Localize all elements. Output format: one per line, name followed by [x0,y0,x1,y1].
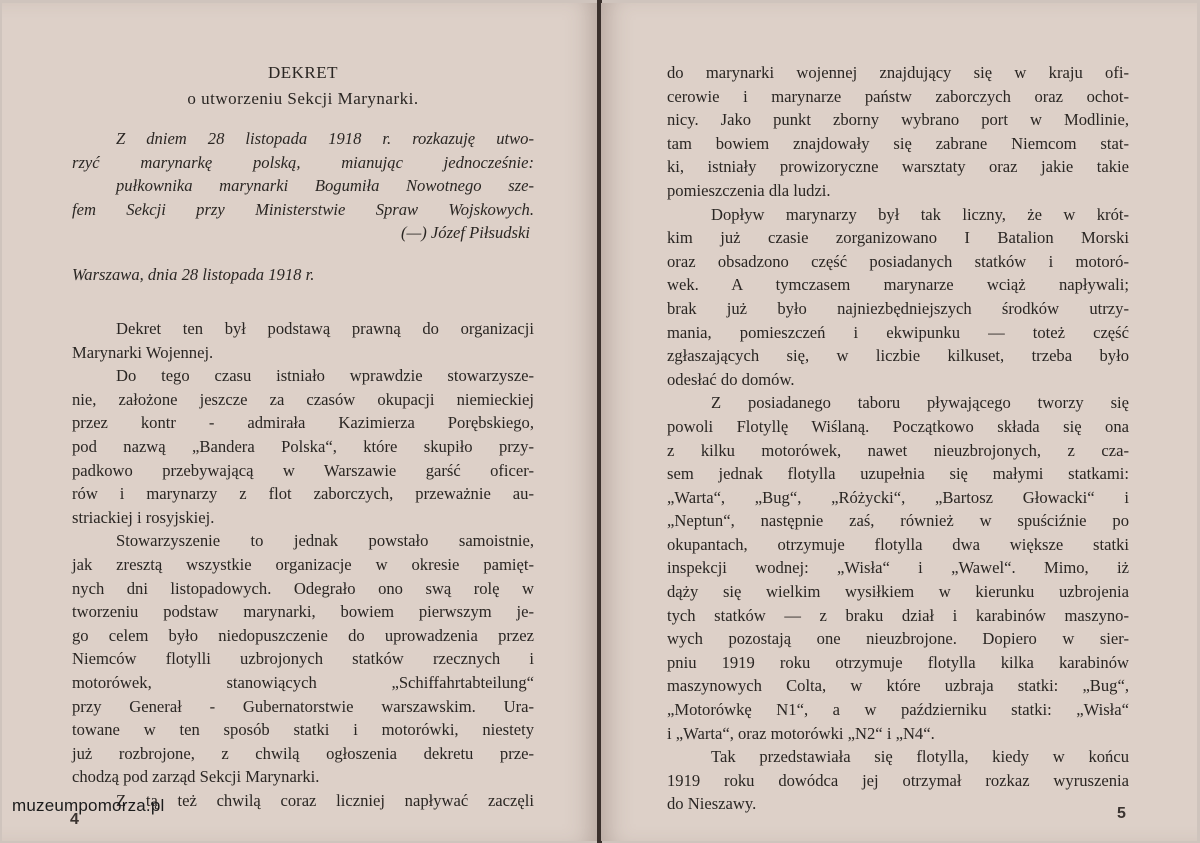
text-line: przez kontr - admirała Kazimierza Porębskiego, [72,413,534,433]
text-line: inspekcji wodnej: „Wisła“ i „Wawel“. Mimo, iż [667,558,1129,578]
text-line: zgłaszających się, w liczbie kilkuset, trzeba było [667,346,1129,366]
text-line: Tak przedstawiała się flotylla, kiedy w końcu [711,747,1129,767]
left-body-text [72,317,534,812]
text-line: „Warta“, „Bug“, „Różycki“, „Bartosz Głowacki“ i [667,487,1129,507]
text-line: motorówek, stanowiących „Schiffahrtabteilung“ [72,672,534,692]
text-line: Dopływ marynarzy był tak liczny, że w krót- [711,204,1129,224]
decree-title: DEKRET [267,63,339,82]
left-page [2,3,598,841]
text-line: oraz obsadzono część posiadanych statków i motoró- [667,251,1129,271]
text-line: go celem było niedopuszczenie do uprowadzenia przez [72,625,534,645]
watermark: muzeumpomorza.pl [12,796,165,815]
text-line: powoli Flotyllę Wiślaną. Początkowo składa się ona [667,416,1129,436]
signature: (—) Józef Piłsudski [400,223,530,243]
text-line: 1919 roku dowódca jej otrzymał rozkaz wyruszenia [667,770,1129,790]
text-line: ki, istniały prowizoryczne warsztaty oraz jakie takie [667,157,1129,177]
text-line: chodzą pod zarząd Sekcji Marynarki. [72,767,320,787]
right-body-text [667,61,1129,816]
text-line: cerowie i marynarze państw zaborczych oraz ochot- [667,86,1129,106]
text-line: brak już było najniezbędniejszych środków utrzy- [667,298,1129,318]
text-line: pniu 1919 roku otrzymuje flotylla kilka karabinów [667,652,1129,672]
page-number-right: 5 [1117,805,1126,822]
text-line: mania, pomieszczeń i ekwipunku — toteż część [667,322,1129,342]
text-line: „Neptun“, następnie zaś, również w spuściźnie po [667,511,1129,531]
text-line: tych statków — z braku dział i karabinów maszyno- [667,605,1129,625]
text-line: i „Warta“, oraz motorówki „N2“ i „N4“. [667,723,935,743]
text-line: tworzeniu podstaw marynarki, bowiem pierwszym je- [72,602,534,622]
place-date: Warszawa, dnia 28 listopada 1918 r. [72,265,315,284]
text-line: maszynowych Colta, w które uzbraja statki: „Bug“, [667,676,1129,696]
text-line: nych dni listopadowych. Odegrało ono swą rolę w [72,578,534,598]
text-line: Stowarzyszenie to jednak powstało samoistnie, [116,531,534,551]
text-line: nie, założone jeszcze za czasów okupacji niemieckiej [72,389,534,409]
text-line: Dekret ten był podstawą prawną do organizacji [116,319,534,338]
decree-line: pułkownika marynarki Bogumiła Nowotnego sze- [116,176,534,196]
place-date-block [72,263,534,287]
text-line: tam bowiem znajdowały się zabrane Niemcom stat- [667,133,1129,153]
text-line: z kilku motorówek, nawet nieuzbrojonych, z cza- [667,440,1129,460]
page-number-left: 4 [70,811,79,828]
text-line: wek. A tymczasem marynarze wciąż napływali; [667,275,1129,295]
decree-line: Z dniem 28 listopada 1918 r. rozkazuję utwo- [116,129,534,148]
text-line: Z tą też chwilą coraz liczniej napływać zaczęli [116,790,534,810]
text-line: padkowo przebywającą w Warszawie garść oficer- [72,460,534,480]
decree-line: rzyć marynarkę polską, mianując jednocześnie: [72,152,534,172]
text-line: pod nazwą „Bandera Polska“, które skupiło przy- [72,436,534,456]
text-line: Marynarki Wojennej. [72,342,214,362]
text-line: do Nieszawy. [667,794,757,814]
text-line: przy Generał - Gubernatorstwie warszawskim. Ura- [72,696,534,716]
text-line: nicy. Jako punkt zborny wybrano port w Modlinie, [667,110,1129,130]
text-line: kim już czasie zorganizowano I Batalion Morski [667,228,1129,248]
text-line: sem jednak flotylla uzupełnia się małymi statkami: [667,464,1129,484]
text-line: Do tego czasu istniało wprawdzie stowarzysze- [116,366,534,386]
text-line: wych pozostają one nieuzbrojone. Dopiero w sier- [667,629,1129,649]
text-line: pomieszczenia dla ludzi. [667,180,831,200]
text-line: jak zresztą wszystkie organizacje w okresie pamięt- [72,554,534,574]
text-line: okupantach, otrzymuje flotylla dwa większe statki [667,534,1129,554]
decree-line: fem Sekcji przy Ministerstwie Spraw Wojskowych. [72,199,534,219]
text-line: striackiej i rosyjskiej. [72,507,215,527]
text-line: rów i marynarzy z flot zaborczych, przeważnie au- [72,484,534,504]
text-line: do marynarki wojennej znajdujący się w kraju ofi- [667,63,1129,82]
text-line: Niemców flotylli uzbrojonych statków rzecznych i [72,649,534,669]
text-line: już rozbrojone, z chwilą ogłoszenia dekretu prze- [72,743,534,763]
text-line: „Motorówkę N1“, a w październiku statki: „Wisła“ [667,700,1129,720]
text-line: dąży się wielkim wysiłkiem w kierunku uzbrojenia [667,582,1129,602]
text-line: Z posiadanego taboru pływającego tworzy się [711,393,1129,413]
right-page [601,3,1197,841]
text-line: towane w ten sposób statki i motorówki, niestety [72,720,534,740]
text-line: odesłać do domów. [667,369,795,389]
decree-subtitle: o utworzeniu Sekcji Marynarki. [187,89,419,108]
decree-text [72,127,534,245]
